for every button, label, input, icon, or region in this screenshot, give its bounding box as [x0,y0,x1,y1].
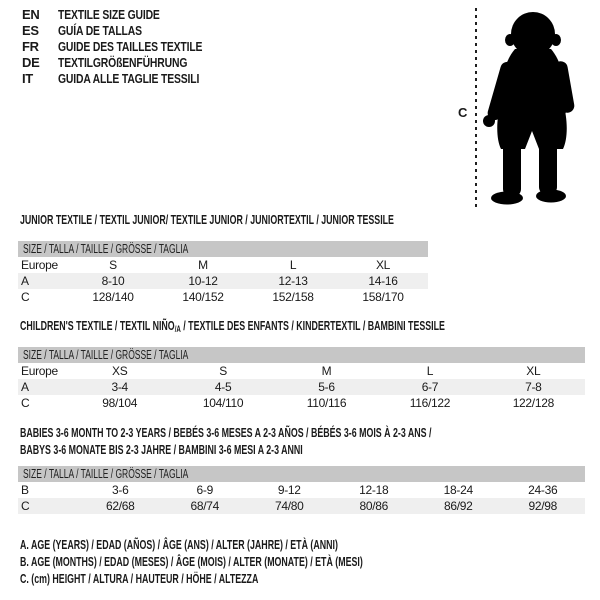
language-row-es [22,23,238,39]
junior-table-title [20,213,570,227]
guide-title-fr: GUIDE DES TAILLES TEXTILE [58,39,203,54]
column-header-row [18,257,428,273]
height-value: 122/128 [512,396,554,410]
size-header-label: SIZE / TALLA / TAILLE / GRÖSSE / TAGLIA [23,467,189,481]
height-value: 86/92 [443,499,473,513]
babies-title-line1: BABIES 3-6 MONTH TO 2-3 YEARS / BEBÉS 3-6 MESES A 2-3 AÑOS / BÉBÉS 3-6 MOIS À 2-3 ANS / [20,425,432,440]
row-label: C [21,396,30,410]
size-column-header: XL [526,364,541,378]
age-value: 12-13 [278,274,308,288]
children-title-prefix: CHILDREN'S TEXTILE / TEXTIL NIÑO [20,318,175,333]
age-months-value: 18-24 [443,483,473,497]
language-code: DE [22,55,40,70]
legend-footnotes [20,536,524,587]
height-value: 98/104 [102,396,138,410]
size-column-header: XL [375,258,391,272]
height-value: 92/98 [528,499,558,513]
babies-title-line2: BABYS 3-6 MONATE BIS 2-3 JAHRE / BAMBINI 3-6 MESI A 2-3 ANNI [20,442,303,457]
size-column-header: L [426,364,434,378]
height-value: 74/80 [274,499,304,513]
height-value: 116/122 [409,396,451,410]
footnote-text: A. AGE (YEARS) / EDAD (AÑOS) / ÂGE (ANS) / ALTER (JAHRE) / ETÀ (ANNI) [20,537,338,552]
table-row-age-months [18,482,585,498]
height-value: 128/140 [92,290,134,304]
age-value: 14-16 [368,274,398,288]
row-label: A [21,274,29,288]
age-value: 7-8 [525,380,542,394]
row-label: B [21,483,29,497]
age-value: 3-4 [111,380,128,394]
column-header-row [18,363,585,379]
babies-table-title [20,424,600,458]
language-row-de [22,55,238,71]
table-row-age [18,379,585,395]
age-value: 8-10 [101,274,125,288]
footnote-text: C. (cm) HEIGHT / ALTURA / HAUTEUR / HÖHE / ALTEZZA [20,571,259,586]
region-label: Europe [21,258,58,272]
size-header-bar [18,347,585,363]
age-value: 5-6 [318,380,335,394]
age-value: 4-5 [214,380,232,394]
guide-title-de: TEXTILGRÖßENFÜHRUNG [58,55,188,70]
age-months-value: 3-6 [112,483,129,497]
children-table-title-text [20,319,445,336]
footnote-text: B. AGE (MONTHS) / EDAD (MESES) / ÂGE (MOIS) / ALTER (MONATE) / ETÀ (MESI) [20,554,363,569]
row-label: A [21,380,29,394]
footnote-height-cm [20,570,524,587]
children-table-title [20,319,600,336]
children-title-subscript: /A [174,324,181,334]
age-months-value: 6-9 [196,483,213,497]
language-row-fr [22,39,238,55]
language-title-list [22,7,238,87]
region-label: Europe [21,364,58,378]
height-value: 62/68 [105,499,135,513]
table-row-height [18,289,428,305]
height-value: 152/158 [272,290,314,304]
size-header-label: SIZE / TALLA / TAILLE / GRÖSSE / TAGLIA [23,242,189,256]
age-months-value: 24-36 [528,483,558,497]
age-months-value: 12-18 [359,483,389,497]
size-column-header: S [109,258,117,272]
babies-textile-table [18,466,585,514]
size-column-header: L [289,258,297,272]
children-title-suffix: / TEXTILE DES ENFANTS / KINDERTEXTIL / BAMBINI TESSILE [180,318,445,333]
height-value: 80/86 [359,499,389,513]
size-column-header: XS [111,364,128,378]
language-row-en [22,7,238,23]
height-value: 158/170 [362,290,404,304]
size-header-label: SIZE / TALLA / TAILLE / GRÖSSE / TAGLIA [23,348,189,362]
age-months-value: 9-12 [277,483,301,497]
table-row-age [18,273,428,289]
row-label: C [21,499,30,513]
footnote-age-months [20,553,524,570]
size-column-header: M [321,364,332,378]
junior-textile-table [18,241,428,305]
table-row-height [18,395,585,411]
baby-silhouette-icon [481,7,596,210]
children-textile-table [18,347,585,411]
size-header-bar [18,466,585,482]
table-row-height [18,498,585,514]
age-value: 10-12 [188,274,218,288]
size-header-bar [18,241,428,257]
height-value: 68/74 [190,499,220,513]
junior-table-title-text: JUNIOR TEXTILE / TEXTIL JUNIOR/ TEXTILE JUNIOR / JUNIORTEXTIL / JUNIOR TESSILE [20,212,394,227]
size-column-header: M [198,258,208,272]
height-value: 110/116 [306,396,347,410]
guide-title-en: TEXTILE SIZE GUIDE [58,7,160,22]
height-value: 140/152 [182,290,224,304]
language-row-it [22,71,238,87]
language-code: FR [22,39,39,54]
footnote-age-years [20,536,524,553]
language-code: EN [22,7,40,22]
age-value: 6-7 [421,380,439,394]
dashed-height-line [475,8,477,208]
row-label: C [21,290,30,304]
size-column-header: S [219,364,227,378]
guide-title-es: GUÍA DE TALLAS [58,23,142,38]
language-code: IT [22,71,33,86]
height-value: 104/110 [202,396,244,410]
height-measure-label: C [458,105,468,120]
language-code: ES [22,23,39,38]
guide-title-it: GUIDA ALLE TAGLIE TESSILI [58,71,200,86]
